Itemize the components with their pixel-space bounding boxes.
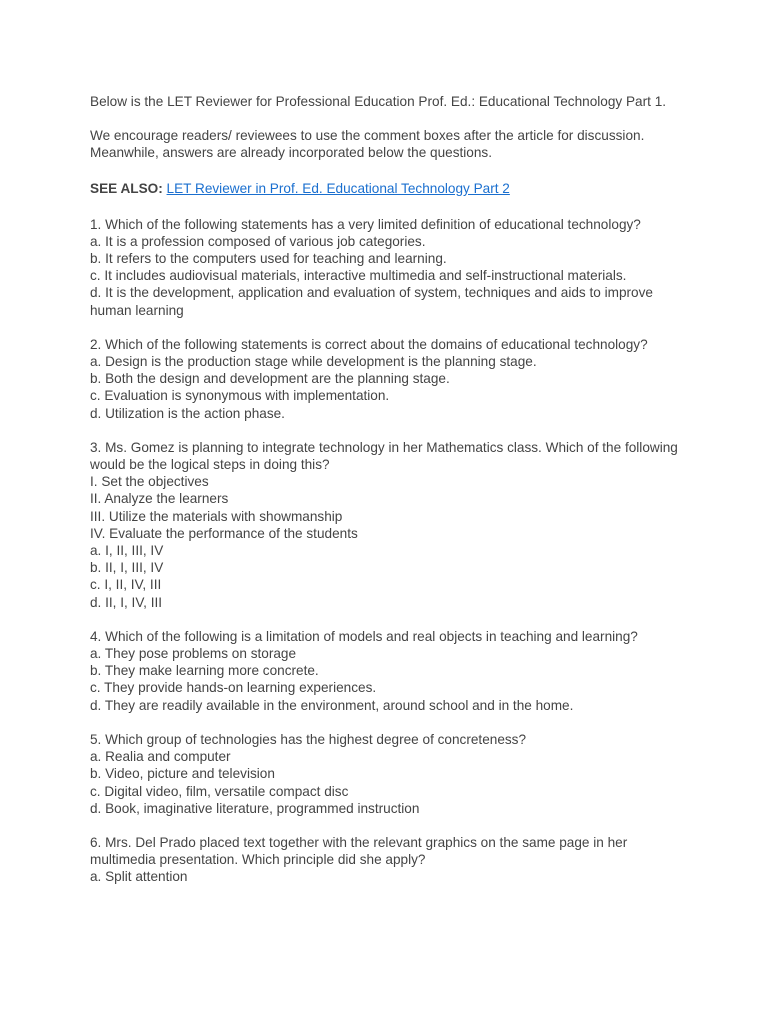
- see-also-line: [90, 179, 678, 199]
- question-block: [90, 439, 678, 611]
- question-option: a. Realia and computer: [90, 749, 231, 765]
- see-also-link[interactable]: LET Reviewer in Prof. Ed. Educational Technology Part 2: [166, 180, 510, 196]
- question-option: a. Split attention: [90, 869, 188, 885]
- intro-paragraph-2: We encourage readers/ reviewees to use the comment boxes after the article for discussion. Meanwhile, answers are already incorporated below the questions.: [90, 128, 645, 161]
- question-option: c. They provide hands-on learning experiences.: [90, 680, 377, 696]
- question-option: a. They pose problems on storage: [90, 646, 297, 662]
- question-option: III. Utilize the materials with showmanship: [90, 508, 343, 524]
- question-option: I. Set the objectives: [90, 474, 209, 490]
- question-option: c. Digital video, film, versatile compact disc: [90, 783, 349, 799]
- question-block: [90, 216, 678, 319]
- intro-paragraph-1: Below is the LET Reviewer for Professional Education Prof. Ed.: Educational Technology Part 1.: [90, 94, 667, 109]
- question-stem: 5. Which group of technologies has the highest degree of concreteness?: [90, 731, 527, 747]
- question-option: b. Video, picture and television: [90, 766, 275, 782]
- question-option: c. It includes audiovisual materials, interactive multimedia and self-instructional materials.: [90, 268, 627, 284]
- question-option: b. Both the design and development are the planning stage.: [90, 371, 450, 387]
- question-block: [90, 731, 678, 817]
- question-block: [90, 336, 678, 422]
- question-option: b. It refers to the computers used for teaching and learning.: [90, 251, 447, 267]
- question-option: c. Evaluation is synonymous with implementation.: [90, 388, 390, 404]
- question-stem: 3. Ms. Gomez is planning to integrate technology in her Mathematics class. Which of the following would be the logical steps in doing this?: [90, 439, 678, 473]
- question-option: a. It is a profession composed of various job categories.: [90, 233, 426, 249]
- question-option: d. It is the development, application and evaluation of system, techniques and aids to improve human learning: [90, 285, 653, 318]
- question-option: b. II, I, III, IV: [90, 560, 164, 576]
- question-option: c. I, II, IV, III: [90, 577, 162, 593]
- question-option: a. I, II, III, IV: [90, 543, 164, 559]
- see-also-label: SEE ALSO:: [90, 180, 163, 196]
- question-option: d. Book, imaginative literature, programmed instruction: [90, 800, 420, 816]
- question-block: [90, 834, 678, 886]
- question-block: [90, 628, 678, 714]
- question-option: IV. Evaluate the performance of the students: [90, 525, 358, 541]
- question-option: a. Design is the production stage while development is the planning stage.: [90, 354, 537, 370]
- question-option: d. II, I, IV, III: [90, 594, 163, 610]
- question-stem: 6. Mrs. Del Prado placed text together with the relevant graphics on the same page in her multimedia presentation. Which principle did she apply?: [90, 834, 628, 868]
- question-option: b. They make learning more concrete.: [90, 663, 319, 679]
- question-stem: 2. Which of the following statements is correct about the domains of educational technology?: [90, 336, 648, 352]
- question-option: d. They are readily available in the environment, around school and in the home.: [90, 697, 574, 713]
- question-stem: 4. Which of the following is a limitation of models and real objects in teaching and learning?: [90, 628, 638, 644]
- question-option: d. Utilization is the action phase.: [90, 405, 285, 421]
- question-option: II. Analyze the learners: [90, 491, 229, 507]
- question-stem: 1. Which of the following statements has a very limited definition of educational technology?: [90, 216, 641, 232]
- question-list: [90, 216, 678, 886]
